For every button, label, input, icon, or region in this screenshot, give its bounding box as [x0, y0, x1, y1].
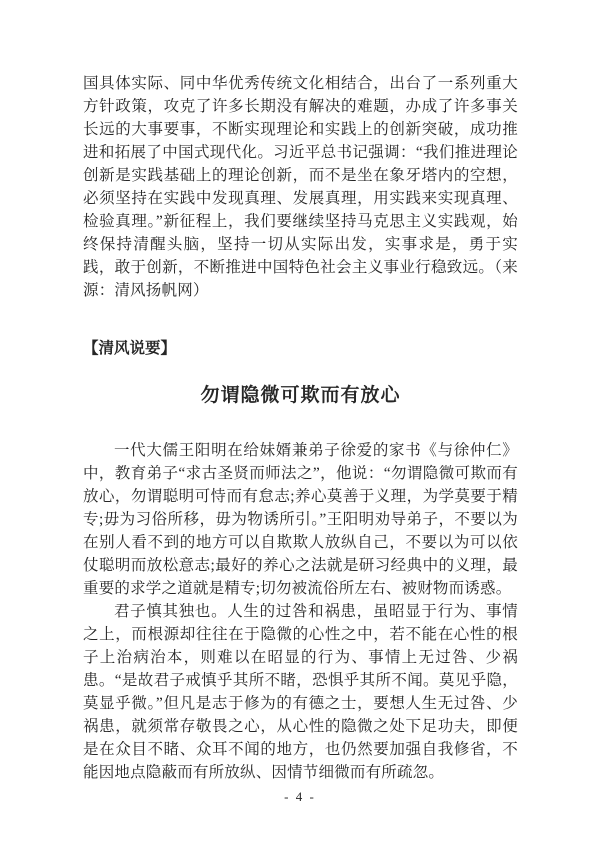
paragraph: 君子慎其独也。人生的过咎和祸患，虽昭显于行为、事情之上，而根源却往往在于隐微的心性之中，若不能在心性的根子上治病治本，则难以在昭显的行为、事情上无过咎、少祸患。“是故君子戒慎乎其所不睹，恐惧乎其所不闻。莫见乎隐，莫显乎微。”但凡是志于修为的有德之士，要想人生无过咎、少祸患，就须常存敬畏之心，从心性的隐微之处下足功夫，即便是在众目不睹、众耳不闻的地方，也仍然要加强自我修省，不能因地点隐蔽而有所放纵、因情节细微而有所疏忽。 [83, 603, 518, 781]
page-number: - 4 - [284, 789, 316, 804]
article-title: 勿谓隐微可欺而有放心 [200, 385, 401, 406]
paragraph: 一代大儒王阳明在给妹婿兼弟子徐爱的家书《与徐仲仁》中，教育弟子“求古圣贤而师法之”，他说：“勿谓隐微可欺而有放心，勿谓聪明可恃而有怠志;养心莫善于义理，为学莫要于精专;毋为习俗所移，毋为物诱所引。”王阳明劝导弟子，不要以为在别人看不到的地方可以自欺欺人放纵自己，不要以为可以依仗聪明而放松意志;最好的养心之法就是研习经典中的义理，最重要的求学之道就是精专;切勿被流俗所左右、被财物而诱惑。 [83, 442, 518, 597]
paragraph-continuation: 国具体实际、同中华优秀传统文化相结合，出台了一系列重大方针政策，攻克了许多长期没有解决的难题，办成了许多事关长远的大事要事，不断实现理论和实践上的创新突破，成功推进和拓展了中国式现代化。习近平总书记强调：“我们推进理论创新是实践基础上的理论创新，而不是坐在象牙塔内的空想，必须坚持在实践中发现真理、发展真理，用实践来实现真理、检验真理。”新征程上，我们要继续坚持马克思主义实践观，始终保持清醒头脑，坚持一切从实际出发，实事求是，勇于实践，敢于创新，不断推进中国特色社会主义事业行稳致远。（来源：清风扬帆网） [83, 75, 518, 299]
section-label: 【清风说要】 [83, 340, 177, 357]
